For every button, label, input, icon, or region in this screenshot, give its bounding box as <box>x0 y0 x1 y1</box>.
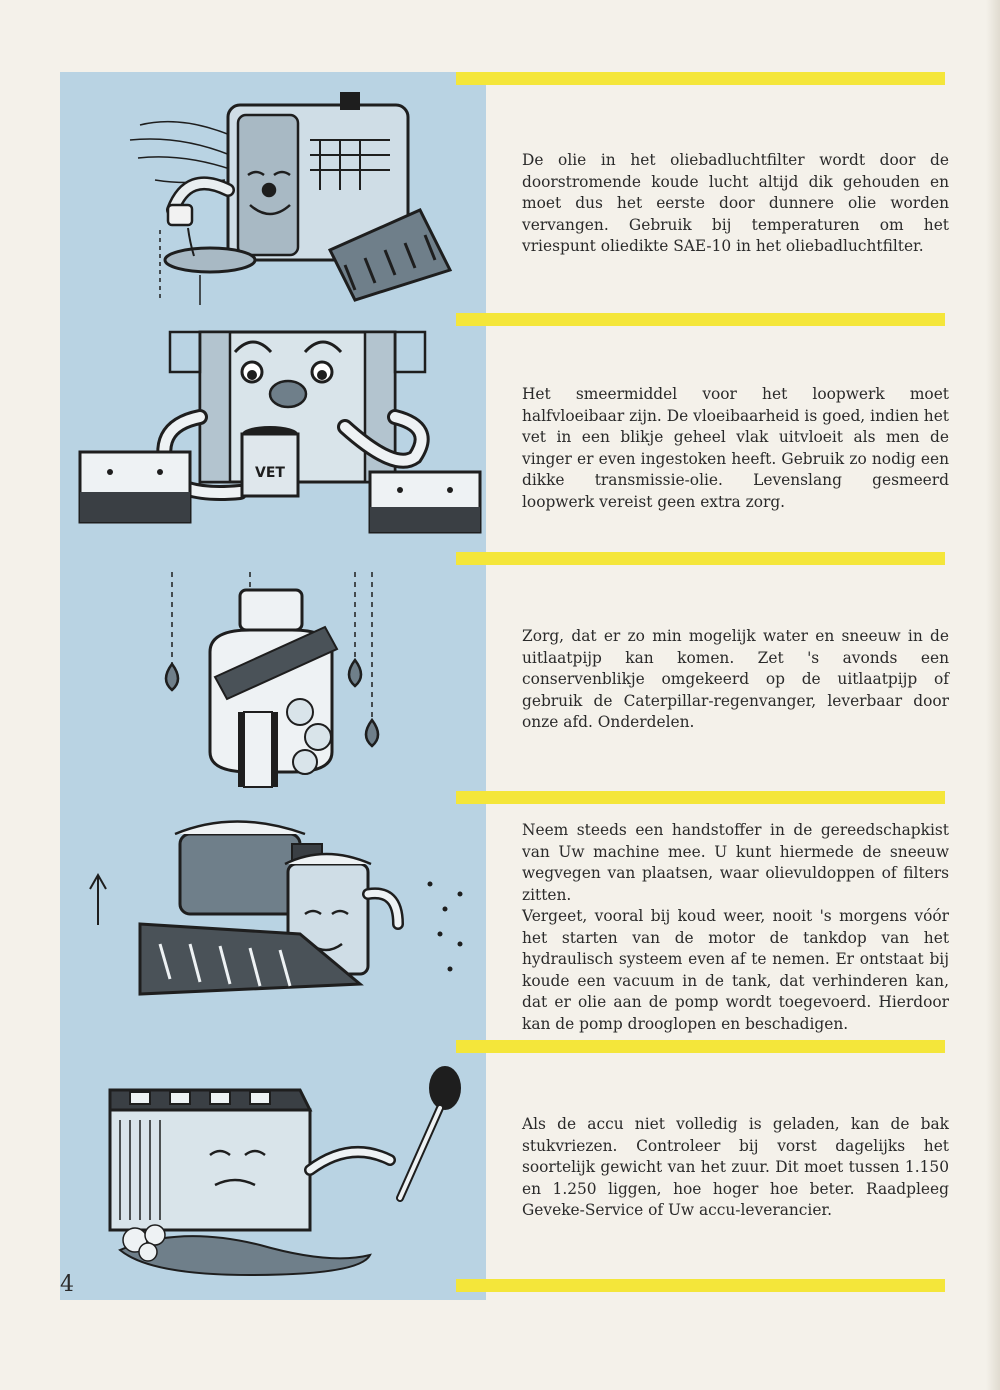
vet-can-label: VET <box>255 465 285 481</box>
yellow-divider <box>456 1279 945 1292</box>
paragraph: Vergeet, vooral bij koud weer, nooit 's morgens vóór het starten van de motor de tankdop van het hydraulisch systeem even af te nemen. Er ontstaat bij koude een vacuum in de tank, dat verhinderen kan, dat er olie aan de pomp wordt toegevoerd. Hierdoor kan de pomp drooglopen en beschadigen. <box>522 907 949 1033</box>
text-battery-freezing <box>522 1114 949 1222</box>
paragraph: Zorg, dat er zo min mogelijk water en sneeuw in de uitlaatpijp kan komen. Zet 's avonds een conservenblikje omgekeerd op de uitlaatpijp of gebruik de Caterpillar-regenvanger, leverbaar door onze afd. Onderdelen. <box>522 627 949 731</box>
paragraph: Als de accu niet volledig is geladen, kan de bak stukvriezen. Controleer bij vorst dagelijks het soortelijk gewicht van het zuur. Dit moet tussen 1.150 en 1.250 liggen, hoe hoger hoe beter. Raadpleeg Geveke-Service of Uw accu-leverancier. <box>522 1115 949 1219</box>
text-exhaust-protection <box>522 626 949 734</box>
yellow-divider <box>456 791 945 804</box>
grease-can-illustration <box>60 322 486 550</box>
yellow-divider <box>456 552 945 565</box>
air-filter-engine-illustration <box>60 80 486 310</box>
exhaust-jar-illustration <box>60 562 486 790</box>
paragraph: De olie in het oliebadluchtfilter wordt door de doorstromende koude lucht altijd dik gehouden en moet dus het eerste door dunnere olie worden vervangen. Gebruik bij temperaturen om het vriespunt oliedikte SAE-10 in het oliebadluchtfilter. <box>522 151 949 255</box>
text-hand-brush-hydraulic-tank <box>522 820 949 1035</box>
text-air-filter-oil <box>522 150 949 258</box>
frozen-battery-illustration <box>60 1060 486 1280</box>
snowy-tractor-illustration <box>60 804 486 1036</box>
paragraph: Het smeermiddel voor het loopwerk moet halfvloeibaar zijn. De vloeibaarheid is goed, indien het vet in een blikje geheel vlak uitvloeit als men de vinger er even ingestoken heeft. Gebruik zo nodig een dikke transmissie-olie. Levenslang gesmeerd loopwerk vereist geen extra zorg. <box>522 385 949 511</box>
page-edge-shadow <box>986 0 1000 1390</box>
paragraph: Neem steeds een handstoffer in de gereedschapkist van Uw machine mee. U kunt hiermede de sneeuw wegvegen van plaatsen, waar olievuldoppen of filters zitten. <box>522 821 949 904</box>
page-number: 4 <box>60 1272 74 1297</box>
yellow-divider <box>456 72 945 85</box>
yellow-divider <box>456 313 945 326</box>
yellow-divider <box>456 1040 945 1053</box>
text-track-lubricant <box>522 384 949 513</box>
